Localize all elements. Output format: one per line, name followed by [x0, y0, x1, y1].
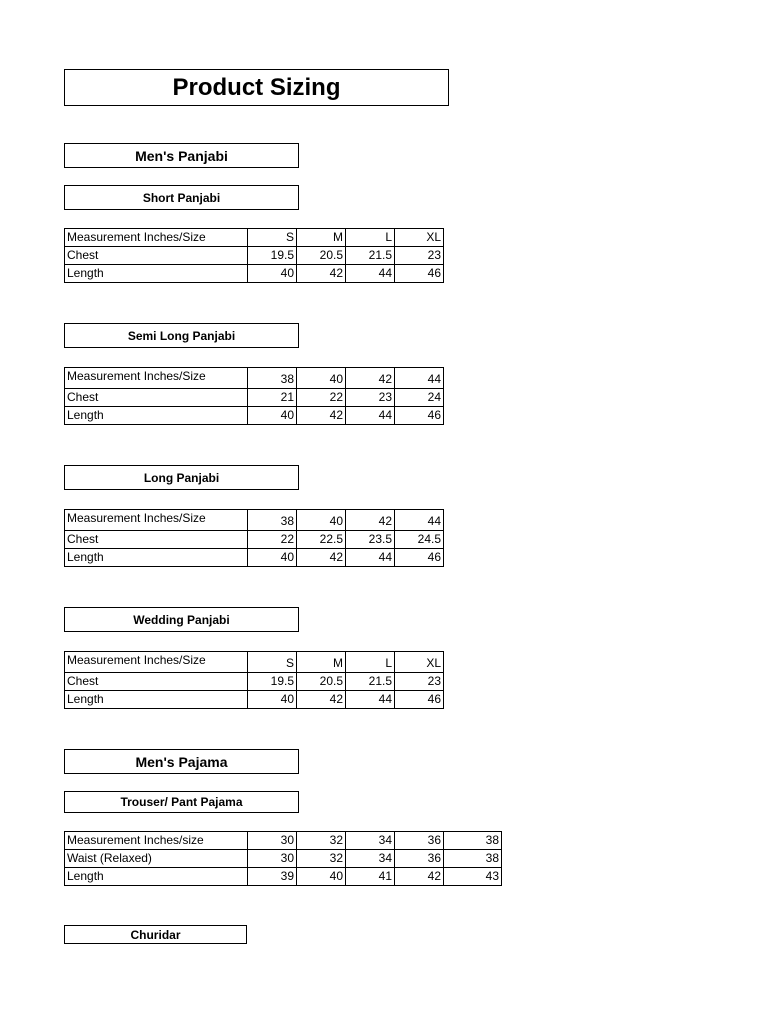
table-row: [65, 868, 502, 886]
section-title-mens-pajama: Men's Pajama: [64, 749, 299, 774]
table-cell: 43: [444, 868, 502, 886]
table-header-row: [65, 832, 502, 850]
table-row: [65, 691, 444, 709]
header-cell: Measurement Inches/size: [65, 832, 248, 850]
subsection-title-semi-long-panjabi: Semi Long Panjabi: [64, 323, 299, 348]
table-cell: 46: [395, 265, 444, 283]
table-cell: 40: [297, 868, 346, 886]
table-cell: 36: [395, 850, 444, 868]
table-cell: 19.5: [248, 673, 297, 691]
size-table-semi-long-panjabi: [64, 367, 444, 425]
header-cell: XL: [395, 229, 444, 247]
table-cell: 22: [297, 389, 346, 407]
table-cell: 40: [248, 691, 297, 709]
table-row: [65, 247, 444, 265]
table-cell: 46: [395, 549, 444, 567]
table-row: [65, 407, 444, 425]
table-cell: 21.5: [346, 247, 395, 265]
table-cell: 44: [346, 691, 395, 709]
table-cell: 22.5: [297, 531, 346, 549]
header-cell: Measurement Inches/Size: [65, 652, 248, 673]
subsection-title-short-panjabi: Short Panjabi: [64, 185, 299, 210]
size-table-long-panjabi: [64, 509, 444, 567]
header-cell: L: [346, 229, 395, 247]
header-cell: 38: [444, 832, 502, 850]
subsection-title-wedding-panjabi: Wedding Panjabi: [64, 607, 299, 632]
table-header-row: [65, 652, 444, 673]
header-cell: 34: [346, 832, 395, 850]
table-cell: 34: [346, 850, 395, 868]
header-cell: 42: [346, 510, 395, 531]
header-cell: S: [248, 652, 297, 673]
table-cell: 21: [248, 389, 297, 407]
table-cell: 30: [248, 850, 297, 868]
header-cell: M: [297, 652, 346, 673]
row-label: Length: [65, 265, 248, 283]
table-cell: 38: [444, 850, 502, 868]
row-label: Length: [65, 549, 248, 567]
table-cell: 44: [346, 265, 395, 283]
table-cell: 41: [346, 868, 395, 886]
size-table-wedding-panjabi: [64, 651, 444, 709]
table-cell: 21.5: [346, 673, 395, 691]
header-cell: 44: [395, 368, 444, 389]
table-cell: 20.5: [297, 247, 346, 265]
row-label: Chest: [65, 247, 248, 265]
subsection-title-trouser-pajama: Trouser/ Pant Pajama: [64, 791, 299, 813]
header-cell: XL: [395, 652, 444, 673]
header-cell: Measurement Inches/Size: [65, 229, 248, 247]
table-cell: 42: [297, 691, 346, 709]
table-cell: 24.5: [395, 531, 444, 549]
table-header-row: [65, 368, 444, 389]
table-cell: 42: [297, 549, 346, 567]
header-cell: 32: [297, 832, 346, 850]
header-cell: 40: [297, 368, 346, 389]
size-table-trouser-pajama: [64, 831, 502, 886]
table-row: [65, 531, 444, 549]
table-row: [65, 389, 444, 407]
row-label: Chest: [65, 389, 248, 407]
table-cell: 23: [346, 389, 395, 407]
table-cell: 44: [346, 407, 395, 425]
table-cell: 39: [248, 868, 297, 886]
table-cell: 42: [297, 407, 346, 425]
row-label: Waist (Relaxed): [65, 850, 248, 868]
header-cell: Measurement Inches/Size: [65, 368, 248, 389]
table-header-row: [65, 229, 444, 247]
table-cell: 23.5: [346, 531, 395, 549]
subsection-title-long-panjabi: Long Panjabi: [64, 465, 299, 490]
table-cell: 20.5: [297, 673, 346, 691]
table-cell: 42: [395, 868, 444, 886]
table-cell: 23: [395, 247, 444, 265]
header-cell: 30: [248, 832, 297, 850]
table-row: [65, 850, 502, 868]
table-cell: 46: [395, 407, 444, 425]
table-cell: 40: [248, 265, 297, 283]
row-label: Chest: [65, 531, 248, 549]
row-label: Chest: [65, 673, 248, 691]
row-label: Length: [65, 691, 248, 709]
header-cell: 36: [395, 832, 444, 850]
header-cell: 44: [395, 510, 444, 531]
header-cell: 38: [248, 510, 297, 531]
header-cell: 42: [346, 368, 395, 389]
header-cell: 38: [248, 368, 297, 389]
header-cell: L: [346, 652, 395, 673]
subsection-title-churidar: Churidar: [64, 925, 247, 944]
table-cell: 40: [248, 549, 297, 567]
size-table-short-panjabi: [64, 228, 444, 283]
header-cell: 40: [297, 510, 346, 531]
header-cell: Measurement Inches/Size: [65, 510, 248, 531]
table-cell: 32: [297, 850, 346, 868]
section-title-mens-panjabi: Men's Panjabi: [64, 143, 299, 168]
table-row: [65, 265, 444, 283]
table-cell: 44: [346, 549, 395, 567]
table-header-row: [65, 510, 444, 531]
table-cell: 40: [248, 407, 297, 425]
table-cell: 24: [395, 389, 444, 407]
table-cell: 42: [297, 265, 346, 283]
table-cell: 19.5: [248, 247, 297, 265]
table-row: [65, 549, 444, 567]
row-label: Length: [65, 407, 248, 425]
row-label: Length: [65, 868, 248, 886]
table-cell: 22: [248, 531, 297, 549]
table-cell: 23: [395, 673, 444, 691]
table-row: [65, 673, 444, 691]
header-cell: M: [297, 229, 346, 247]
table-cell: 46: [395, 691, 444, 709]
header-cell: S: [248, 229, 297, 247]
page-title: Product Sizing: [64, 69, 449, 106]
